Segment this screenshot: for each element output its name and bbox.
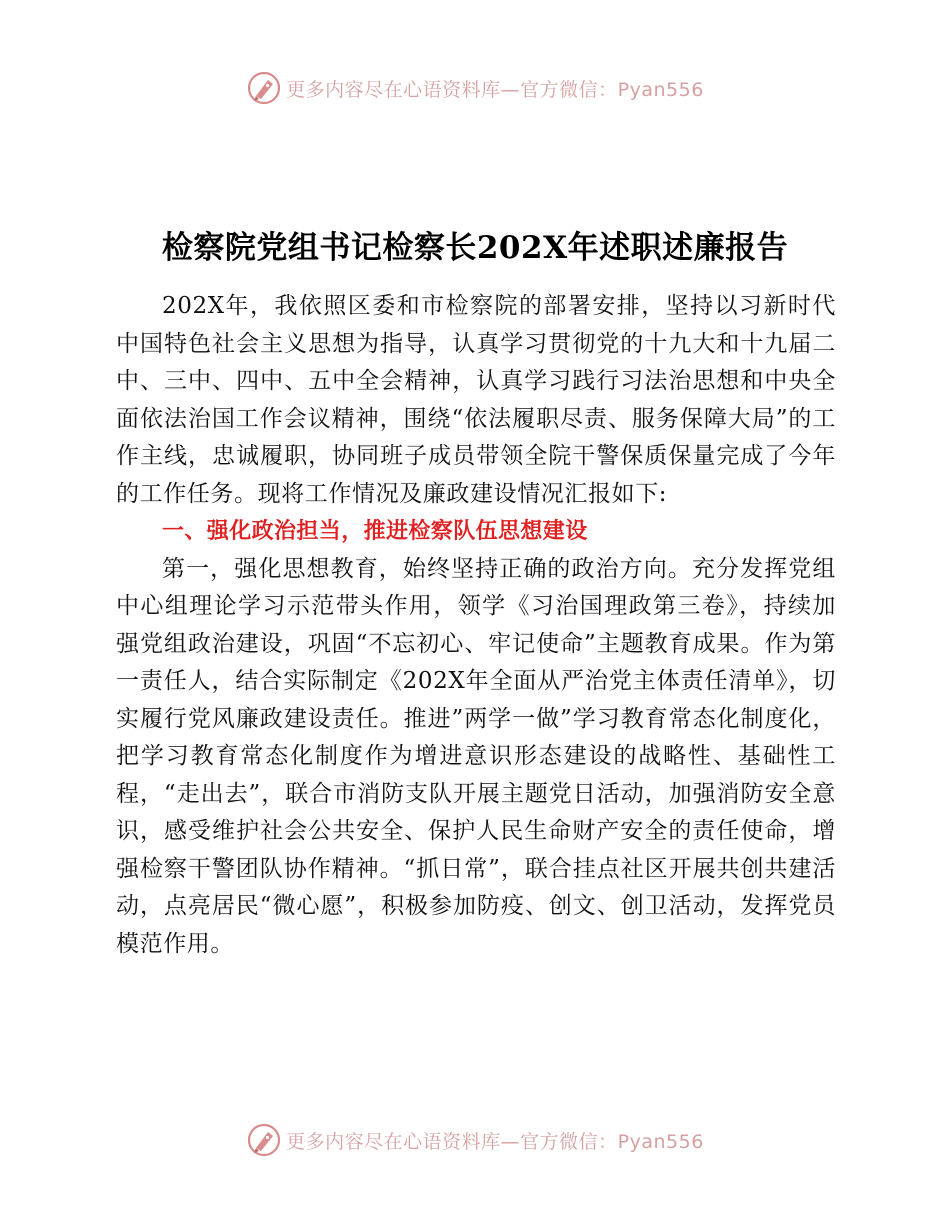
pen-nib-logo-icon — [246, 70, 282, 106]
header-watermark — [0, 68, 950, 108]
watermark-text: 更多内容尽在心语资料库—官方微信：Pyan556 — [286, 78, 704, 101]
pen-nib-logo-icon — [246, 1122, 282, 1158]
intro-paragraph: 202X年，我依照区委和市检察院的部署安排，坚持以习新时代中国特色社会主义思想为指导，认真学习贯彻党的十九大和十九届二中、三中、四中、五中全会精神，认真学习践行习法治思想和中央全面依法治国工作会议精神，围绕“依法履职尽责、服务保障大局”的工作主线，忠诚履职，协同班子成员带领全院干警保质保量完成了今年的工作任务。现将工作情况及廉政建设情况汇报如下: — [116, 293, 836, 507]
section-paragraph: 第一，强化思想教育，始终坚持正确的政治方向。充分发挥党组中心组理论学习示范带头作用，领学《习治国理政第三卷》，持续加强党组政治建设，巩固“不忘初心、牢记使命”主题教育成果。作为第一责任人，结合实际制定《202X年全面从严治党主体责任清单》，切实履行党风廉政建设责任。推进”两学一做”学习教育常态化制度化，把学习教育常态化制度作为增进意识形态建设的战略性、基础性工程，“走出去”，联合市消防支队开展主题党日活动，加强消防安全意识，感受维护社会公共安全、保护人民生命财产安全的责任使命，增强检察干警团队协作精神。“抓日常”，联合挂点社区开展共创共建活动，点亮居民“微心愿”，积极参加防疫、创文、创卫活动，发挥党员模范作用。 — [116, 555, 836, 957]
watermark-text: 更多内容尽在心语资料库—官方微信：Pyan556 — [286, 1130, 704, 1153]
document-body — [116, 288, 836, 963]
document-title: 检察院党组书记检察长202X年述职述廉报告 — [161, 230, 789, 266]
footer-watermark — [0, 1120, 950, 1160]
section-heading: 一、强化政治担当，推进检察队伍思想建设 — [162, 519, 588, 544]
